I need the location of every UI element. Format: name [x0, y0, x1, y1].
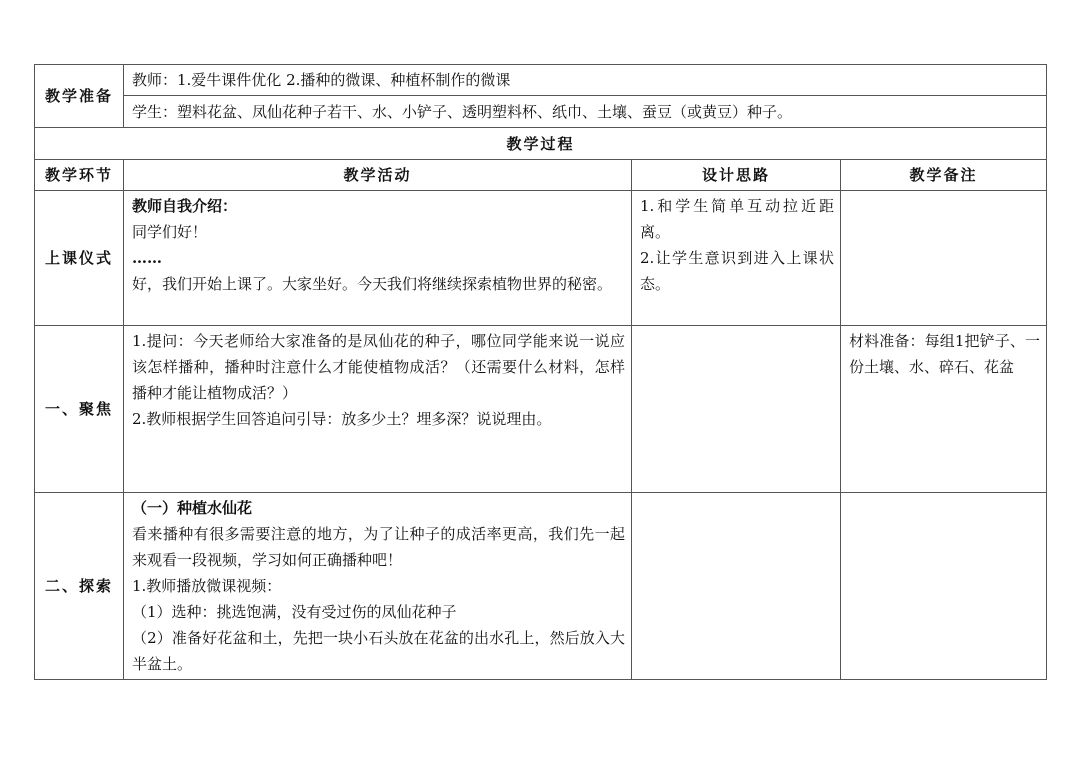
activity-line: 看来播种有很多需要注意的地方，为了让种子的成活率更高，我们先一起来观看一段视频，学习如何正确播种吧！ — [132, 525, 625, 569]
activity-heading: 教师自我介绍： — [132, 197, 238, 215]
header-stage: 教学环节 — [35, 160, 124, 191]
activity-cell — [124, 493, 632, 680]
table-row — [35, 326, 1047, 493]
activity-line: （2）准备好花盆和土，先把一块小石头放在花盆的出水孔上，然后放入大半盆土。 — [132, 629, 625, 673]
lesson-plan-table — [34, 64, 1047, 680]
stage-cell: 一、聚焦 — [35, 326, 124, 493]
design-cell — [632, 191, 841, 326]
activity-line: 1.教师播放微课视频： — [132, 577, 282, 595]
activity-cell — [124, 191, 632, 326]
prep-student: 学生：塑料花盆、凤仙花种子若干、水、小铲子、透明塑料杯、纸巾、土壤、蚕豆（或黄豆）种子。 — [124, 96, 1047, 128]
notes-cell: 材料准备：每组1把铲子、一份土壤、水、碎石、花盆 — [841, 326, 1047, 493]
process-title: 教学过程 — [35, 128, 1047, 160]
design-cell — [632, 493, 841, 680]
stage-cell: 二、探索 — [35, 493, 124, 680]
design-cell — [632, 326, 841, 493]
notes-cell — [841, 493, 1047, 680]
design-line: 2.让学生意识到进入上课状态。 — [640, 249, 834, 293]
prep-label: 教学准备 — [35, 65, 124, 128]
activity-line: （1）选种：挑选饱满，没有受过伤的凤仙花种子 — [132, 603, 457, 621]
header-design: 设计思路 — [632, 160, 841, 191]
table-row — [35, 191, 1047, 326]
header-activity: 教学活动 — [124, 160, 632, 191]
table-row — [35, 493, 1047, 680]
notes-cell — [841, 191, 1047, 326]
activity-line: 好，我们开始上课了。大家坐好。今天我们将继续探索植物世界的秘密。 — [132, 275, 613, 293]
activity-line: …… — [132, 249, 162, 267]
stage-cell: 上课仪式 — [35, 191, 124, 326]
prep-teacher: 教师：1.爱牛课件优化 2.播种的微课、种植杯制作的微课 — [124, 65, 1047, 96]
activity-heading: （一）种植水仙花 — [132, 499, 253, 517]
design-line: 1.和学生简单互动拉近距离。 — [640, 197, 834, 241]
activity-cell — [124, 326, 632, 493]
activity-line: 2.教师根据学生回答追问引导：放多少土？埋多深？说说理由。 — [132, 410, 552, 428]
activity-line: 同学们好！ — [132, 223, 208, 241]
activity-line: 1.提问：今天老师给大家准备的是凤仙花的种子，哪位同学能来说一说应该怎样播种，播种时注意什么才能使植物成活？（还需要什么材料，怎样播种才能让植物成活？） — [132, 332, 625, 402]
header-notes: 教学备注 — [841, 160, 1047, 191]
